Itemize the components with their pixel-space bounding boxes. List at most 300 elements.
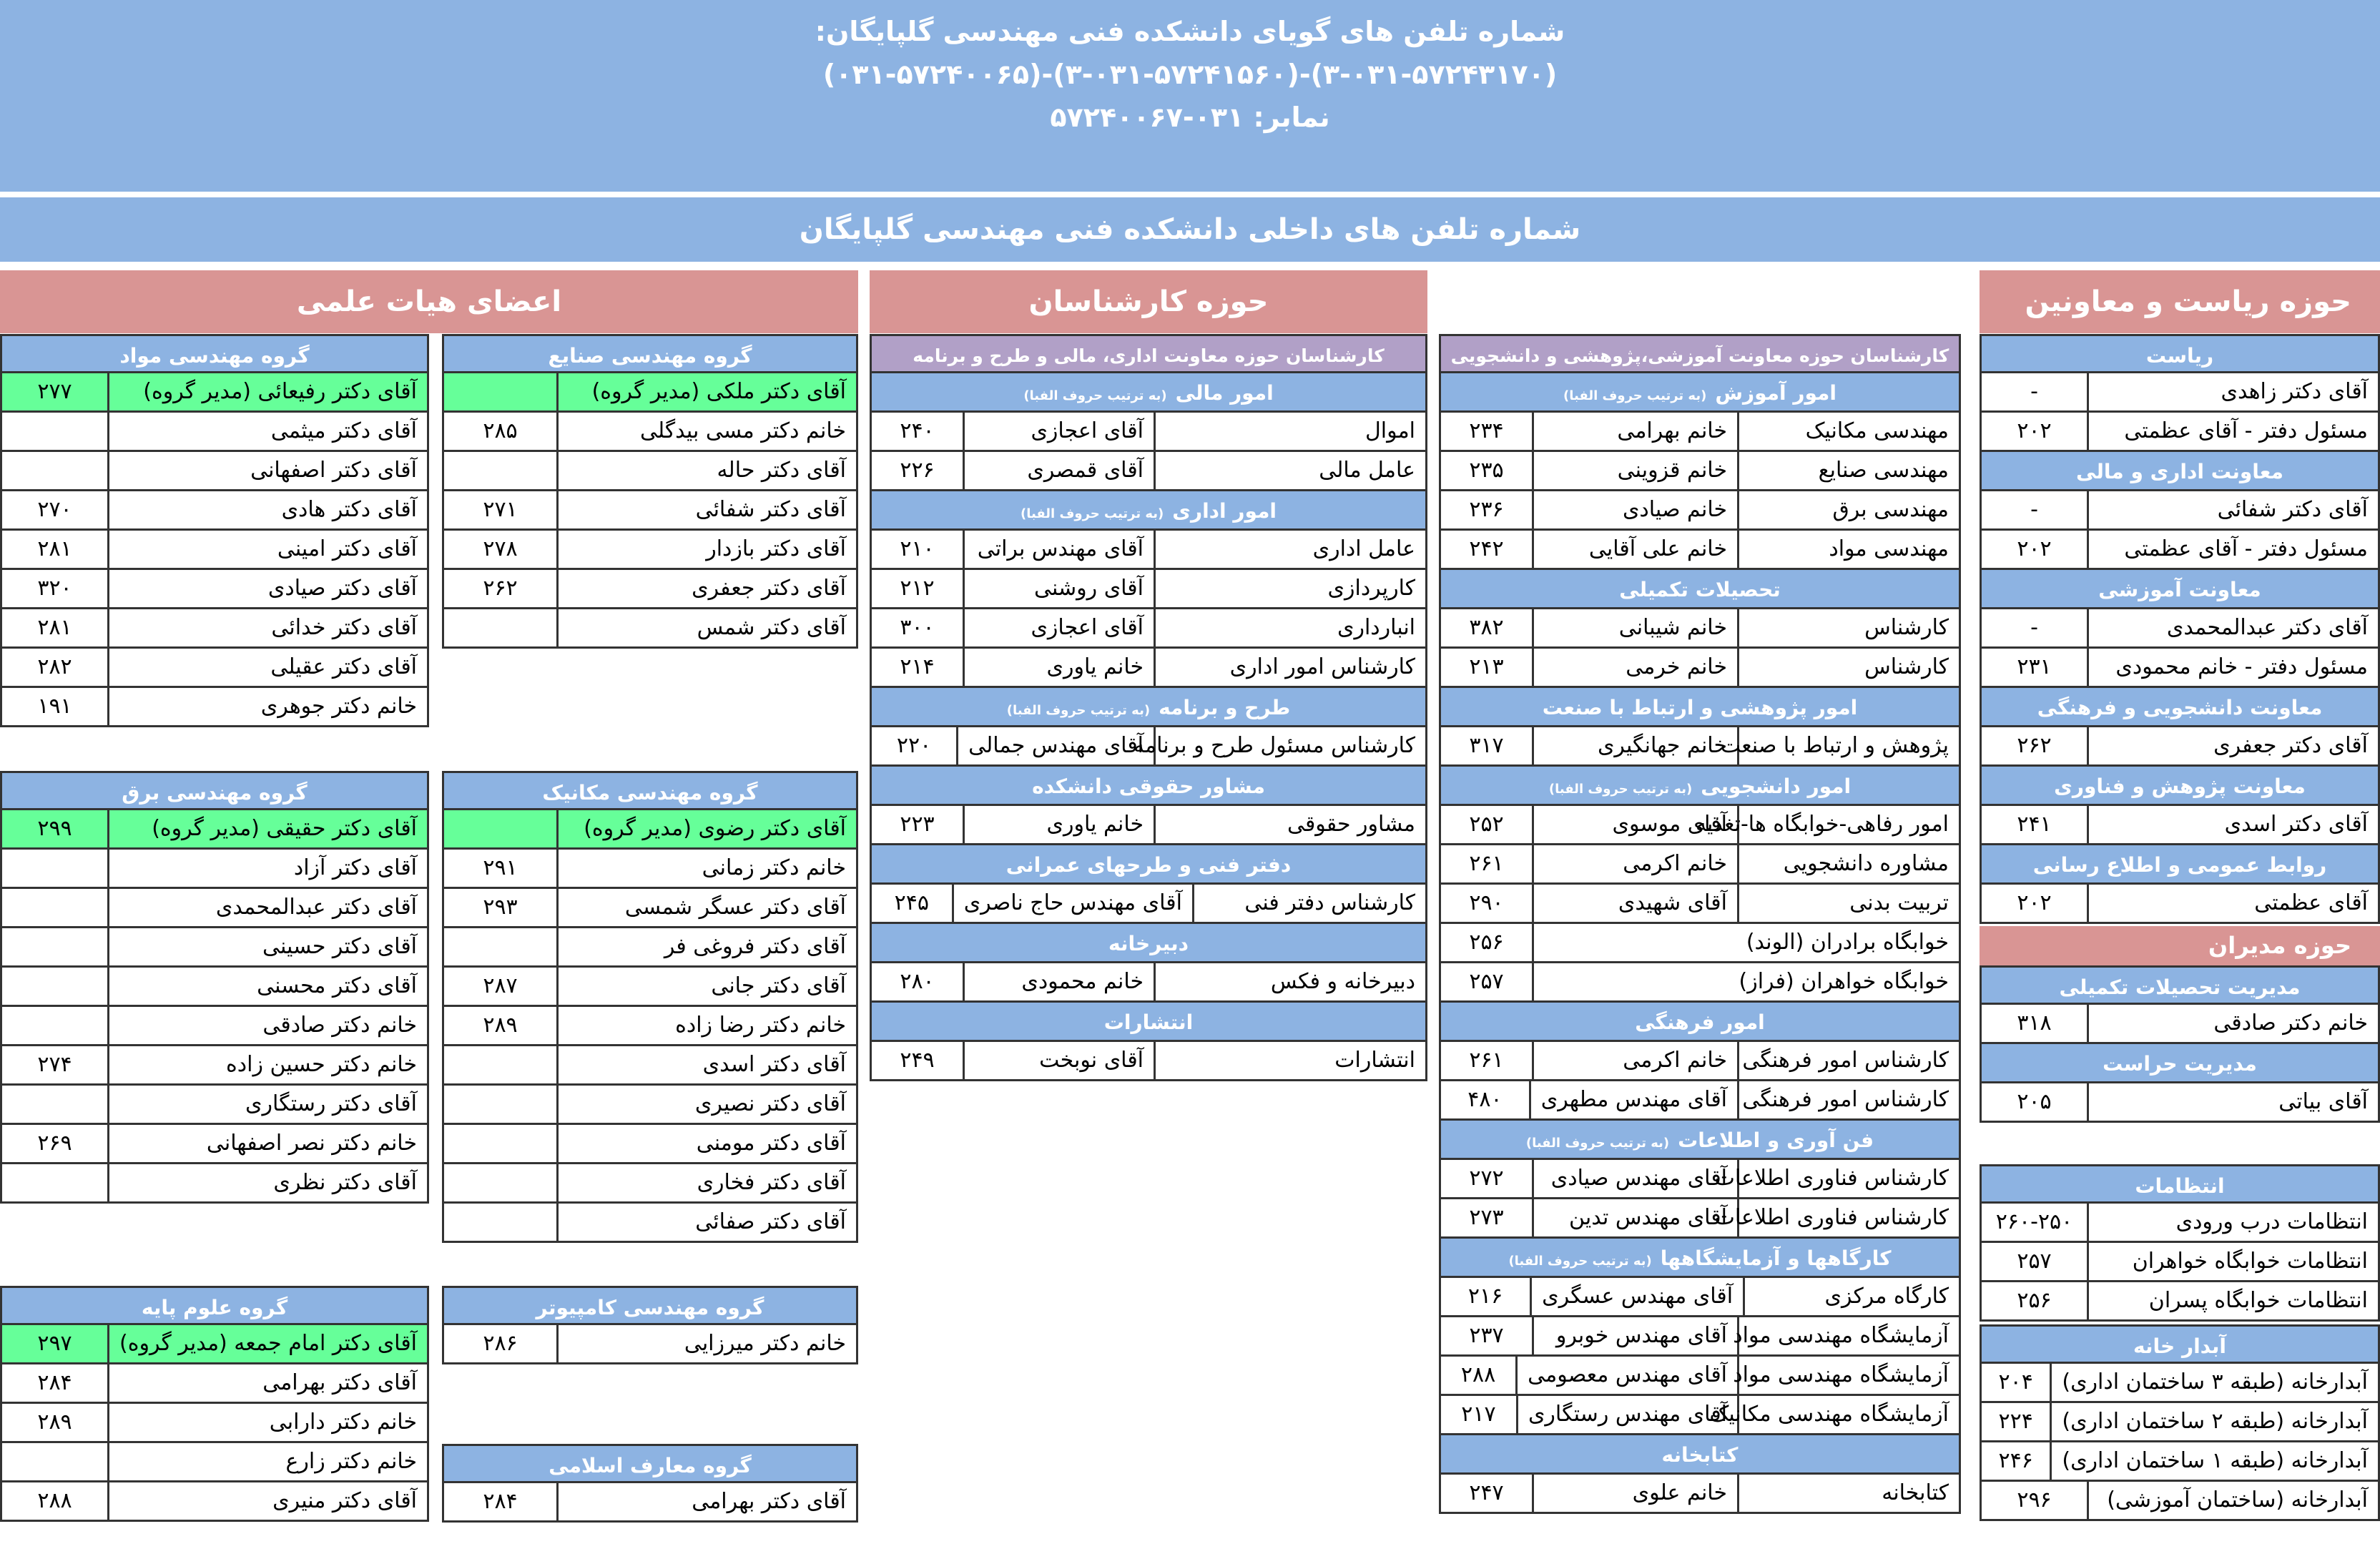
extension-number: ۲۵۶ xyxy=(1982,1282,2089,1319)
extension-number: ۲۸۱ xyxy=(2,609,109,646)
section-header: معاونت آموزشی xyxy=(1980,570,2380,609)
role-cell: آزمایشگاه مهندسی مکانیک xyxy=(1737,1396,1959,1433)
office-name: آقای بیاتی xyxy=(2278,1089,2368,1114)
member-name: آقای دکتر آزاد xyxy=(293,855,417,880)
section-title: طرح و برنامه xyxy=(1159,696,1291,719)
table-row xyxy=(870,609,1427,649)
faculty-column-header: اعضای هیات علمی xyxy=(0,270,858,333)
staff-name: خانم اکرمی xyxy=(1623,851,1727,876)
extension-number: ۲۲۴ xyxy=(1982,1403,2052,1440)
section-title: انتشارات xyxy=(1103,1010,1194,1034)
extension-number: ۲۱۰ xyxy=(872,531,965,568)
extension-number xyxy=(2,452,109,489)
section-title: تحصیلات تکمیلی xyxy=(1619,578,1781,601)
section-header xyxy=(1439,1239,1961,1278)
role-cell: انبارداری xyxy=(1154,609,1425,646)
member-name: آقای دکتر عقیلی xyxy=(270,654,417,679)
table-row xyxy=(0,413,429,452)
table-row xyxy=(0,491,429,531)
managers-header: حوزه مدیران xyxy=(1980,926,2380,965)
staff-name: خانم خرمی xyxy=(1626,654,1727,679)
extension-number: ۲۰۵ xyxy=(1982,1083,2089,1121)
section-note: (به ترتیب حروف الفبا) xyxy=(1548,782,1693,797)
table-row xyxy=(442,810,858,850)
role-cell: امور رفاهی-خوابگاه ها-تغذیه xyxy=(1737,806,1959,843)
industrial-title: گروه مهندسی صنایع xyxy=(442,334,858,373)
role-cell: کارشناس امور اداری xyxy=(1154,649,1425,686)
section-title: امور آموزش xyxy=(1715,381,1836,405)
table-row xyxy=(442,1204,858,1243)
table-row xyxy=(1980,1364,2380,1403)
extension-number: ۲۸۹ xyxy=(2,1404,109,1441)
section-header xyxy=(870,1003,1427,1042)
header-line-3: نمابر: ۰۳۱-۵۷۲۴۰۰۶۷ xyxy=(1050,102,1330,133)
member-name: خانم دکتر مسی بیدگلی xyxy=(639,418,846,443)
member-name: آقای دکتر امام جمعه (مدیر گروه) xyxy=(119,1331,417,1356)
extension-number: ۲۹۱ xyxy=(444,850,559,887)
member-name: آقای دکتر ملکی (مدیر گروه) xyxy=(591,379,846,404)
section-header xyxy=(1439,767,1961,806)
table-row xyxy=(442,609,858,649)
office-name: خانم دکتر صادقی xyxy=(2213,1010,2368,1036)
role-cell: اموال xyxy=(1154,413,1425,450)
extension-number: ۲۸۸ xyxy=(1441,1357,1518,1394)
staff-name: آقای مهندس معصومی xyxy=(1528,1362,1727,1387)
member-name: آقای دکتر صیادی xyxy=(267,576,417,601)
table-row xyxy=(0,1364,429,1404)
table-row xyxy=(0,1007,429,1046)
extension-number: ۲۱۲ xyxy=(872,570,965,607)
staff-column-header: حوزه کارشناسان xyxy=(870,270,1427,333)
role-cell: کارشناس فناوری اطلاعات xyxy=(1737,1199,1959,1236)
staff-name: خانم محمودی xyxy=(1021,969,1144,994)
office-name: آقای دکتر زاهدی xyxy=(2221,379,2368,404)
table-row xyxy=(442,452,858,491)
extension-number: ۲۷۴ xyxy=(2,1046,109,1083)
table-row xyxy=(442,570,858,609)
member-name: آقای دکتر فخاری xyxy=(697,1170,846,1195)
extension-number xyxy=(444,609,559,646)
section-header xyxy=(1439,570,1961,609)
table-row xyxy=(870,1042,1427,1081)
staff-name: آقای مهندس مطهری xyxy=(1540,1087,1727,1112)
member-name: آقای دکتر نظری xyxy=(273,1170,417,1195)
staff-name: آقای مهندس جمالی xyxy=(968,733,1144,758)
section-title: امور دانشجویی xyxy=(1701,774,1852,798)
staff-name: خانم شیبانی xyxy=(1618,615,1727,640)
staff-name: آقای اعجازی xyxy=(1031,418,1144,443)
table-row xyxy=(442,491,858,531)
header-line-1: شماره تلفن های گویای دانشکده فنی مهندسی گلپایگان: xyxy=(815,16,1565,47)
table-row xyxy=(1980,1083,2380,1123)
extension-number: ۲۷۲ xyxy=(1441,1160,1534,1197)
extension-number: ۲۵۲ xyxy=(1441,806,1534,843)
table-row xyxy=(0,1404,429,1443)
role-cell: مهندسی برق xyxy=(1737,491,1959,528)
role-cell: مشاور حقوقی xyxy=(1154,806,1425,843)
extension-number: ۲۶۱ xyxy=(1441,1042,1534,1079)
extension-number: ۲۶۹ xyxy=(2,1125,109,1162)
table-row xyxy=(1439,885,1961,924)
table-row xyxy=(1439,806,1961,845)
table-row xyxy=(442,850,858,889)
extension-number xyxy=(2,1164,109,1201)
extension-number: ۲۹۰ xyxy=(1441,885,1534,922)
section-header xyxy=(870,491,1427,531)
section-header: معاونت پژوهش و فناوری xyxy=(1980,767,2380,806)
table-row xyxy=(1980,373,2380,413)
internal-title: شماره تلفن های داخلی دانشکده فنی مهندسی گلپایگان xyxy=(0,197,2380,262)
table-row xyxy=(1439,1160,1961,1199)
extension-number: ۲۴۷ xyxy=(1441,1475,1534,1512)
electrical-group xyxy=(0,771,429,1204)
table-row xyxy=(0,810,429,850)
security-block xyxy=(1980,1164,2380,1322)
extension-number: ۲۸۶ xyxy=(444,1325,559,1362)
extension-number: ۲۴۶ xyxy=(1982,1442,2052,1480)
table-row xyxy=(1980,1482,2380,1521)
extension-number: ۲۶۱ xyxy=(1441,845,1534,882)
member-name: آقای دکتر عسگر شمسی xyxy=(624,895,846,920)
member-name: آقای دکتر محسنی xyxy=(257,973,417,998)
role-cell: دبیرخانه و فکس xyxy=(1154,963,1425,1000)
section-title: امور فرهنگی xyxy=(1635,1010,1765,1034)
member-name: آقای دکتر مومنی xyxy=(696,1131,846,1156)
office-name: آبدارخانه (طبقه ۳ ساختمان اداری) xyxy=(2062,1369,2368,1395)
role-cell: عامل اداری xyxy=(1154,531,1425,568)
extension-number: ۱۹۱ xyxy=(2,688,109,725)
computer-title: گروه مهندسی کامپیوتر xyxy=(442,1286,858,1325)
table-row xyxy=(1439,1199,1961,1239)
member-name: آقای دکتر عبدالمحمدی xyxy=(215,895,417,920)
extension-number: ۲۲۳ xyxy=(872,806,965,843)
section-note: (به ترتیب حروف الفبا) xyxy=(1023,388,1167,403)
table-row xyxy=(1439,1475,1961,1514)
extension-number: ۲۹۹ xyxy=(2,810,109,847)
member-name: آقای دکتر رستگاری xyxy=(245,1091,417,1116)
extension-number: ۲۸۷ xyxy=(444,968,559,1005)
staff-name: آقای مهندس صیادی xyxy=(1550,1166,1727,1191)
role-cell: کتابخانه xyxy=(1737,1475,1959,1512)
member-name: آقای دکتر حاله xyxy=(717,458,846,483)
table-row xyxy=(0,649,429,688)
table-row xyxy=(870,570,1427,609)
member-name: آقای دکتر صفائی xyxy=(695,1209,846,1234)
admin_staff-title: کارشناسان حوزه معاونت اداری، مالی و طرح و برنامه xyxy=(870,334,1427,373)
staff-name: آقای مهندس رستگاری xyxy=(1528,1402,1727,1427)
mechanical-title: گروه مهندسی مکانیک xyxy=(442,771,858,810)
extension-number xyxy=(444,373,559,410)
extension-number: ۳۲۰ xyxy=(2,570,109,607)
table-row xyxy=(442,413,858,452)
extension-number: ۲۷۸ xyxy=(444,531,559,568)
table-row xyxy=(1439,1042,1961,1081)
member-name: آقای دکتر جانی xyxy=(711,973,846,998)
member-name: آقای دکتر رفیعائی (مدیر گروه) xyxy=(143,379,417,404)
staff-name: آقای موسوی xyxy=(1612,812,1727,837)
table-row xyxy=(442,1125,858,1164)
section-header: روابط عمومی و اطلاع رسانی xyxy=(1980,845,2380,885)
table-row xyxy=(0,609,429,649)
role-cell: مهندسی مواد xyxy=(1737,531,1959,568)
extension-number: ۲۳۵ xyxy=(1441,452,1534,489)
table-row xyxy=(442,1086,858,1125)
table-row xyxy=(1439,727,1961,767)
section-header xyxy=(1439,1003,1961,1042)
table-row xyxy=(442,968,858,1007)
extension-number: ۲۴۵ xyxy=(872,885,954,922)
table-row xyxy=(1980,1204,2380,1243)
table-row xyxy=(1980,649,2380,688)
extension-number: - xyxy=(1982,373,2089,410)
role-cell: کارشناس دفتر فنی xyxy=(1192,885,1425,922)
extension-number xyxy=(2,889,109,926)
office-name: آقای دکتر شفائی xyxy=(2217,497,2368,522)
member-name: خانم دکتر جوهری xyxy=(260,694,417,719)
table-row xyxy=(0,889,429,928)
table-row xyxy=(1980,491,2380,531)
office-name: آقای دکتر اسدی xyxy=(2224,812,2368,837)
table-row xyxy=(1980,609,2380,649)
extension-number xyxy=(444,1046,559,1083)
member-name: آقای دکتر امینی xyxy=(277,536,417,561)
extension-number: ۲۵۷ xyxy=(1441,963,1534,1000)
edu_staff-block xyxy=(1439,334,1961,1514)
extension-number: ۲۳۶ xyxy=(1441,491,1534,528)
member-name: آقای دکتر منیری xyxy=(272,1488,417,1513)
member-name: آقای دکتر هادی xyxy=(281,497,417,522)
member-name: خانم دکتر نصر اصفهانی xyxy=(206,1131,417,1156)
table-row xyxy=(1980,885,2380,924)
role-cell: کارشناس فناوری اطلاعات xyxy=(1737,1160,1959,1197)
table-row xyxy=(442,1325,858,1364)
materials-title: گروه مهندسی مواد xyxy=(0,334,429,373)
edu_staff-title: کارشناسان حوزه معاونت آموزشی،پژوهشی و دانشجویی xyxy=(1439,334,1961,373)
section-title: امور پژوهشی و ارتباط با صنعت xyxy=(1542,696,1858,719)
industrial-group xyxy=(442,334,858,649)
section-title: امور مالی xyxy=(1175,381,1274,405)
member-name: خانم دکتر دارابی xyxy=(269,1410,417,1435)
office-name: انتظامات خوابگاه خواهران xyxy=(2132,1249,2368,1274)
extension-number: ۲۹۶ xyxy=(1982,1482,2089,1519)
office-name: آقای دکتر عبدالمحمدی xyxy=(2166,615,2368,640)
table-row xyxy=(0,1164,429,1204)
table-row xyxy=(1439,649,1961,688)
extension-number xyxy=(2,1443,109,1480)
table-row xyxy=(0,1443,429,1482)
computer-group xyxy=(442,1286,858,1364)
extension-number xyxy=(2,968,109,1005)
section-header xyxy=(870,767,1427,806)
section-header xyxy=(870,845,1427,885)
extension-number: ۲۷۷ xyxy=(2,373,109,410)
basic_sciences-group xyxy=(0,1286,429,1522)
role-cell: خوابگاه خواهران (فراز) xyxy=(1739,969,1949,994)
section-header: معاونت دانشجویی و فرهنگی xyxy=(1980,688,2380,727)
table-row xyxy=(0,452,429,491)
extension-number: ۲۲۰ xyxy=(872,727,958,764)
table-row xyxy=(1980,806,2380,845)
table-row xyxy=(0,1046,429,1086)
staff-name: خانم علوی xyxy=(1632,1480,1727,1505)
section-header xyxy=(870,924,1427,963)
table-row xyxy=(870,452,1427,491)
member-name: خانم دکتر حسین زاده xyxy=(226,1052,417,1077)
member-name: خانم دکتر میرزایی xyxy=(684,1331,846,1356)
role-cell: آزمایشگاه مهندسی مواد xyxy=(1737,1357,1959,1394)
section-title: کتابخانه xyxy=(1661,1443,1739,1467)
member-name: خانم دکتر زارع xyxy=(285,1449,417,1474)
staff-name: آقای مهندس براتی xyxy=(977,536,1144,561)
section-note: (به ترتیب حروف الفبا) xyxy=(1508,1254,1652,1269)
section-title: فن آوری و اطلاعات xyxy=(1678,1128,1874,1152)
section-note: (به ترتیب حروف الفبا) xyxy=(1006,703,1151,718)
table-row xyxy=(0,688,429,727)
table-row xyxy=(0,928,429,968)
table-row xyxy=(442,531,858,570)
table-row xyxy=(870,727,1427,767)
table-row xyxy=(1980,413,2380,452)
office-name: انتظامات درب ورودی xyxy=(2175,1209,2368,1234)
extension-number: ۲۸۹ xyxy=(444,1007,559,1044)
extension-number: ۳۸۲ xyxy=(1441,609,1534,646)
office-name: آقای دکتر جعفری xyxy=(2213,733,2368,758)
table-row xyxy=(0,1086,429,1125)
table-row xyxy=(870,649,1427,688)
extension-number: ۲۶۲ xyxy=(1982,727,2089,764)
member-name: آقای دکتر شمس xyxy=(697,615,846,640)
extension-number xyxy=(444,1204,559,1241)
staff-name: خانم بهرامی xyxy=(1617,418,1727,443)
extension-number: - xyxy=(1982,609,2089,646)
extension-number xyxy=(2,1007,109,1044)
role-cell: کارشناس امور فرهنگی xyxy=(1737,1042,1959,1079)
office-name: آقای عظمتی xyxy=(2254,890,2368,915)
extension-number xyxy=(444,1164,559,1201)
staff-name: آقای مهندس تدین xyxy=(1569,1205,1727,1230)
table-row xyxy=(442,373,858,413)
staff-name: آقای اعجازی xyxy=(1031,615,1144,640)
extension-number: ۳۱۸ xyxy=(1982,1005,2089,1042)
table-row xyxy=(1439,609,1961,649)
extension-number: ۲۸۱ xyxy=(2,531,109,568)
table-row xyxy=(1439,413,1961,452)
role-cell: کارگاه مرکزی xyxy=(1743,1278,1959,1315)
table-row xyxy=(442,1483,858,1523)
table-row xyxy=(0,850,429,889)
office-name: مسئول دفتر - آقای عظمتی xyxy=(2124,418,2368,443)
extension-number: ۲۱۷ xyxy=(1441,1396,1518,1433)
table-row xyxy=(1980,727,2380,767)
role-cell: کارشناس مسئول طرح و برنامه xyxy=(1154,727,1425,764)
islamic-group xyxy=(442,1444,858,1523)
office-name: آبدارخانه (طبقه ۲ ساختمان اداری) xyxy=(2062,1409,2368,1434)
section-title: کارگاهها و آزمایشگاهها xyxy=(1660,1246,1892,1270)
role-cell: انتشارات xyxy=(1154,1042,1425,1079)
table-row xyxy=(0,531,429,570)
section-header xyxy=(870,688,1427,727)
section-header: مدیریت تحصیلات تکمیلی xyxy=(1980,965,2380,1005)
extension-number xyxy=(2,850,109,887)
extension-number: ۲۸۰ xyxy=(872,963,965,1000)
extension-number: - xyxy=(1982,491,2089,528)
member-name: آقای دکتر حقیقی (مدیر گروه) xyxy=(152,816,417,841)
member-name: خانم دکتر صادقی xyxy=(262,1013,417,1038)
extension-number xyxy=(444,1086,559,1123)
section-title: امور اداری xyxy=(1172,499,1277,523)
member-name: آقای دکتر بهرامی xyxy=(692,1489,846,1514)
admin_staff-block xyxy=(870,334,1427,1081)
member-name: آقای دکتر جعفری xyxy=(692,576,846,601)
extension-number: ۲۳۷ xyxy=(1441,1317,1534,1354)
table-row xyxy=(0,1125,429,1164)
extension-number xyxy=(2,928,109,965)
extension-number: ۲۶۰-۲۵۰ xyxy=(1982,1204,2089,1241)
extension-number: ۲۹۳ xyxy=(444,889,559,926)
materials-group xyxy=(0,334,429,727)
extension-number: ۲۰۴ xyxy=(1982,1364,2052,1401)
table-row xyxy=(1439,924,1961,963)
staff-name: آقای مهندس عسگری xyxy=(1542,1284,1734,1309)
table-row xyxy=(442,1164,858,1204)
table-row xyxy=(0,968,429,1007)
role-cell: مشاوره دانشجویی xyxy=(1737,845,1959,882)
table-row xyxy=(1439,1278,1961,1317)
role-cell: آزمایشگاه مهندسی مواد xyxy=(1737,1317,1959,1354)
section-title: مشاور حقوقی دانشکده xyxy=(1032,774,1265,798)
member-name: خانم دکتر رضا زاده xyxy=(675,1013,846,1038)
extension-number: ۲۱۳ xyxy=(1441,649,1534,686)
table-row xyxy=(1439,1081,1961,1121)
extension-number: ۲۵۷ xyxy=(1982,1243,2089,1280)
table-row xyxy=(870,531,1427,570)
extension-number: ۲۰۲ xyxy=(1982,885,2089,922)
extension-number: ۲۸۴ xyxy=(444,1483,559,1520)
extension-number: ۲۰۲ xyxy=(1982,413,2089,450)
role-cell: خوابگاه برادران (الوند) xyxy=(1746,930,1949,955)
table-row xyxy=(1980,1403,2380,1442)
table-row xyxy=(442,1046,858,1086)
extension-number: ۲۴۹ xyxy=(872,1042,965,1079)
section-note: (به ترتیب حروف الفبا) xyxy=(1563,388,1707,403)
section-note: (به ترتیب حروف الفبا) xyxy=(1020,506,1164,521)
extension-number xyxy=(2,1086,109,1123)
extension-number: ۲۴۱ xyxy=(1982,806,2089,843)
table-row xyxy=(442,928,858,968)
staff-name: آقای مهندس خوبرو xyxy=(1555,1323,1727,1348)
role-cell: عامل مالی xyxy=(1154,452,1425,489)
section-header xyxy=(1439,1435,1961,1475)
staff-name: آقای شهیدی xyxy=(1618,890,1727,915)
table-row xyxy=(0,373,429,413)
table-row xyxy=(1439,1317,1961,1357)
member-name: آقای دکتر نصیری xyxy=(694,1091,846,1116)
extension-number: ۲۷۰ xyxy=(2,491,109,528)
table-row xyxy=(870,885,1427,924)
table-row xyxy=(1980,1442,2380,1482)
extension-number xyxy=(444,452,559,489)
section-header xyxy=(1439,373,1961,413)
table-row xyxy=(1980,1005,2380,1044)
role-cell: کارشناس xyxy=(1737,649,1959,686)
member-name: آقای دکتر بهرامی xyxy=(262,1370,417,1395)
electrical-title: گروه مهندسی برق xyxy=(0,771,429,810)
staff-name: خانم صیادی xyxy=(1622,497,1727,522)
section-header xyxy=(870,373,1427,413)
member-name: آقای دکتر میثمی xyxy=(270,418,417,443)
table-row xyxy=(1980,531,2380,570)
storage-title: آبدار خانه xyxy=(1980,1324,2380,1364)
